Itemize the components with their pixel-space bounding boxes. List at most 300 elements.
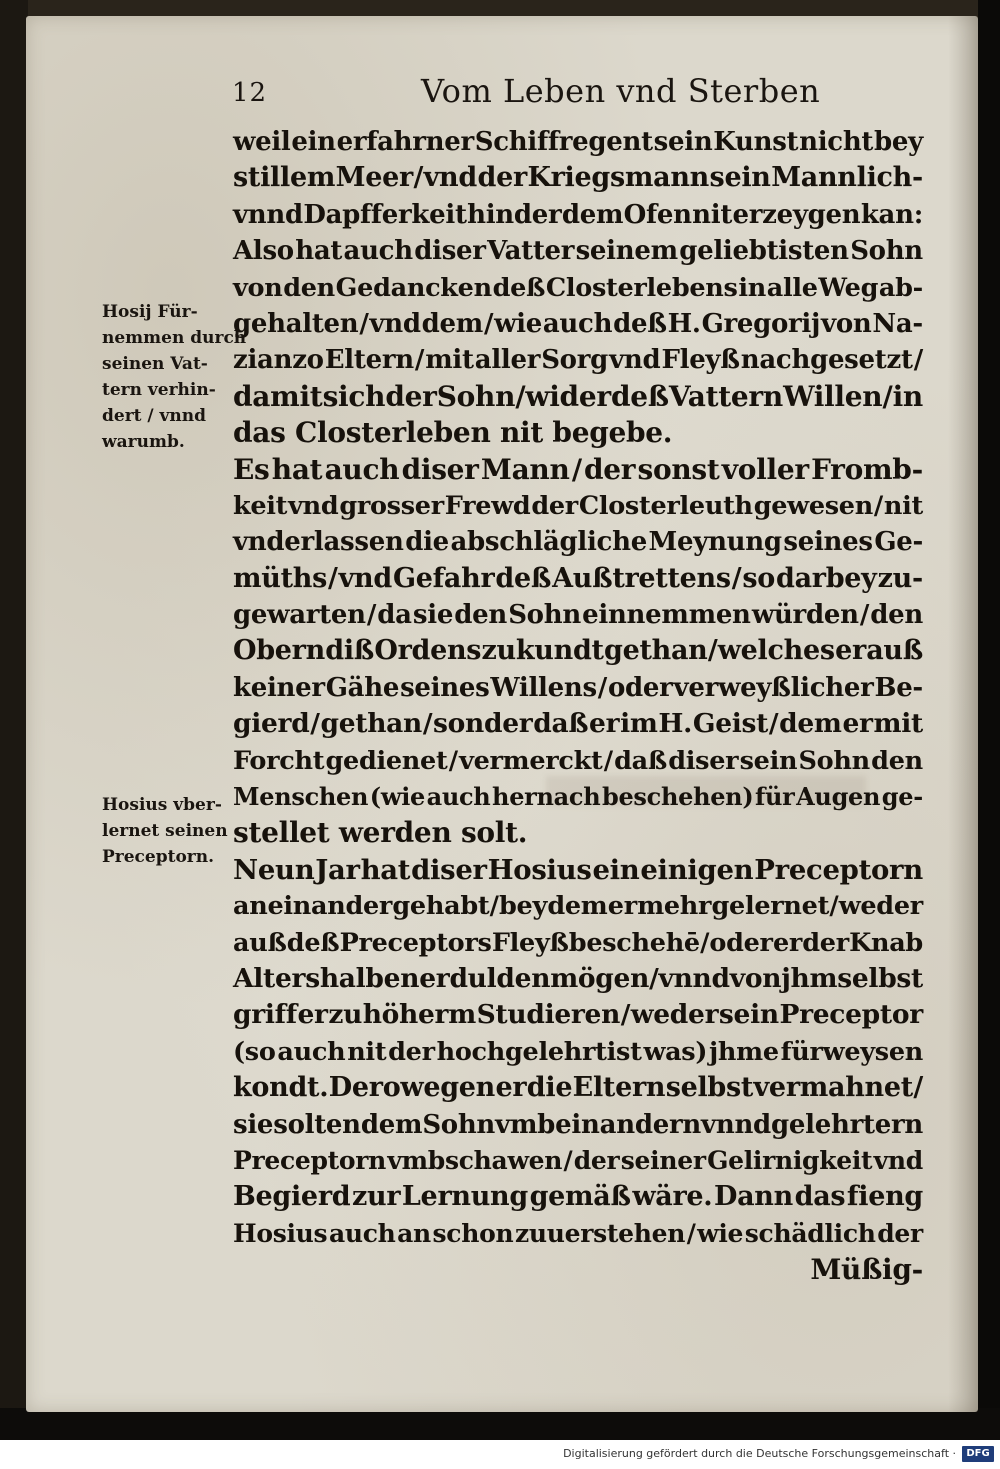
word: / [649, 962, 659, 994]
word: schädlich [744, 1218, 876, 1248]
word: Kriegsmann [527, 162, 709, 194]
word: wider [525, 379, 611, 413]
word: gelehrtern [771, 1109, 923, 1140]
word: für [754, 782, 795, 812]
word: hat [295, 236, 343, 267]
word: er [495, 1072, 527, 1104]
text-line [233, 706, 923, 742]
margin-note-line: tern verhin- [102, 380, 216, 400]
word: bey [873, 127, 923, 157]
word: Vattern [668, 379, 783, 413]
word: Außtrettens [552, 562, 731, 594]
word: Gedancken [335, 272, 492, 303]
word: deß [613, 308, 667, 339]
word: sonder [433, 708, 533, 740]
word: Obern [233, 635, 325, 667]
word: seines [400, 672, 490, 703]
word: gemäß [529, 1181, 631, 1213]
word: Be- [874, 672, 923, 703]
word: der [584, 452, 636, 486]
text-line [233, 160, 923, 196]
text-line [233, 1179, 923, 1215]
word: weder [838, 891, 923, 922]
word: der [573, 1145, 620, 1175]
word: / [597, 672, 607, 703]
word: vnd [338, 562, 392, 594]
word: an [397, 1218, 431, 1248]
word: voller [721, 452, 809, 486]
word: Gähe [325, 672, 400, 703]
word: ein [555, 1109, 600, 1140]
word: mögen [550, 962, 650, 994]
word: deß [286, 927, 340, 958]
text-line [233, 124, 923, 160]
word: ein [291, 127, 336, 157]
word: deß [492, 272, 546, 303]
word: den [283, 272, 335, 303]
text-line [233, 197, 923, 233]
word: auch [277, 1036, 346, 1067]
word: vnnd [233, 199, 303, 230]
word: Closterlebens [545, 272, 738, 303]
word: nit [692, 199, 733, 230]
word: Also [233, 236, 294, 267]
word: Schiffregent [474, 127, 653, 157]
word: ab- [878, 272, 923, 303]
word: sie [233, 1109, 274, 1140]
word: (so [233, 1036, 276, 1067]
word: diser [414, 236, 486, 267]
word: Augen [796, 782, 881, 812]
text-line [233, 1107, 923, 1143]
word: kondt. [233, 1072, 329, 1104]
word: Sohn [422, 1109, 496, 1140]
word: zu [328, 999, 363, 1031]
page-gutter-shadow [948, 16, 978, 1412]
word: weil [233, 127, 291, 157]
text-line [233, 743, 923, 779]
word: / [829, 891, 839, 922]
word: Gelirnigkeit [707, 1145, 873, 1175]
word: damit [233, 379, 323, 413]
word: mit [873, 708, 923, 740]
text-line [233, 524, 923, 560]
word: Begierd [233, 1181, 351, 1213]
margin-note-line: nemmen durch [102, 328, 247, 348]
word: vnnd [701, 1109, 771, 1140]
word: einnemmen [582, 600, 751, 631]
word: Derowegen [328, 1072, 496, 1104]
word: diser [401, 452, 479, 486]
word: / [882, 379, 893, 413]
margin-note-line: seinen Vat- [102, 354, 208, 374]
word: / [913, 345, 923, 376]
word: vnnd [658, 962, 730, 994]
word: / [359, 308, 369, 339]
word: / [422, 708, 433, 740]
word: er [842, 708, 873, 740]
word: diser [411, 853, 487, 886]
word: gethan [604, 635, 708, 667]
word: Menschen [233, 782, 369, 812]
word: / [489, 891, 499, 922]
word: er [835, 635, 866, 667]
word: Es [233, 452, 270, 486]
word: halben [319, 962, 420, 994]
word: andern [599, 1109, 701, 1140]
text-line [233, 379, 923, 415]
word: gethan [320, 708, 423, 740]
dfg-logo: DFG [962, 1446, 994, 1462]
word: / [603, 745, 613, 776]
word: Preceptorn [233, 1145, 387, 1175]
word: zianzo [233, 345, 324, 376]
word: er [772, 927, 803, 958]
word: er [607, 891, 637, 922]
word: beschehē [568, 927, 700, 958]
word: dem [421, 308, 484, 339]
word: selbst [837, 962, 923, 994]
word: / [707, 635, 718, 667]
word: Fleyß [661, 345, 740, 376]
word: diser [668, 745, 739, 776]
text-line [233, 597, 923, 633]
word: vnd [873, 1145, 923, 1175]
text-line [233, 233, 923, 269]
text-line [233, 1143, 923, 1179]
margin-note-line: Hosij Für- [102, 302, 198, 322]
text-line: stellet werden solt. [233, 816, 528, 850]
word: abschlägliche [450, 527, 647, 558]
word: sein [739, 745, 798, 776]
word: beschehen) [601, 782, 754, 812]
word: Closterleuth [578, 490, 753, 521]
text-line [233, 306, 923, 342]
running-head: Vom Leben vnd Sterben [421, 72, 821, 110]
word: Sohn [436, 379, 516, 413]
word: Vatter [487, 236, 575, 267]
scan-border-bottom [0, 1408, 1000, 1440]
margin-note-2 [102, 792, 242, 870]
margin-note-line: Hosius vber- [102, 795, 222, 815]
text-line [233, 670, 923, 706]
word: dem [561, 199, 624, 230]
word: / [515, 379, 526, 413]
word: Ge- [874, 527, 923, 558]
digitization-credit-bar [0, 1440, 1000, 1469]
word: zuuerstehen [514, 1218, 686, 1248]
word: gehabt [392, 891, 490, 922]
word: hochgelehrtist [436, 1036, 642, 1067]
page-number: 12 [232, 78, 268, 108]
word: einigen [640, 853, 754, 886]
word: auß [233, 927, 287, 958]
word: jhm [781, 962, 838, 994]
word: deß [610, 379, 669, 413]
word: vmbschawen [387, 1145, 563, 1175]
word: im [620, 708, 658, 740]
word: den [454, 600, 508, 631]
word: auch [426, 782, 491, 812]
word: wie [697, 1218, 744, 1248]
word: / [768, 708, 779, 740]
word: da [377, 600, 412, 631]
word: Sorg [541, 345, 608, 376]
word: fürweysen [780, 1036, 923, 1067]
text-line [233, 852, 923, 888]
word: nit [883, 490, 923, 521]
word: Knab [849, 927, 923, 958]
word: Na- [872, 308, 923, 339]
word: solten [273, 1109, 361, 1140]
word: sie [412, 600, 454, 631]
word: sein [718, 999, 779, 1031]
word: Forcht [233, 745, 325, 776]
word: bey [499, 891, 547, 922]
word: vmb [495, 1109, 556, 1140]
word: / [483, 308, 494, 339]
word: Gregorij [701, 308, 821, 339]
word: von [821, 308, 872, 339]
word: er [297, 999, 328, 1031]
margin-note-line: lernet seinen [102, 821, 228, 841]
word: Weg [818, 272, 879, 303]
word: zu- [877, 562, 923, 594]
word: müths [233, 562, 328, 594]
word: Fleyß [491, 927, 569, 958]
word: / [859, 600, 870, 631]
word: / [913, 1072, 923, 1104]
word: erfahrner [336, 127, 474, 157]
word: (wie [369, 782, 425, 812]
text-line: Müßig- [810, 1253, 923, 1287]
word: aller [474, 345, 541, 376]
word: nit [347, 1036, 387, 1067]
margin-note-line: dert / vnnd [102, 406, 207, 426]
word: gewesen [753, 490, 873, 521]
word: auch [324, 452, 400, 486]
margin-note-1 [102, 299, 247, 455]
word: aneinander [233, 891, 393, 922]
word: / [563, 1145, 573, 1175]
word: wie [494, 308, 542, 339]
word: Preceptors [339, 927, 492, 958]
word: Dann [714, 1181, 793, 1213]
word: der [802, 927, 849, 958]
word: / [448, 745, 458, 776]
word: / [414, 345, 425, 376]
word: Sohn [798, 745, 870, 776]
word: nachgesetzt [740, 345, 913, 376]
word: seiner [620, 1145, 706, 1175]
word: griff [233, 999, 297, 1031]
word: Eltern [324, 345, 414, 376]
word: deß [495, 562, 552, 594]
word: hernach [492, 782, 601, 812]
word: Willen [783, 379, 883, 413]
word: / [571, 452, 582, 486]
word: schon [432, 1218, 514, 1248]
word: wäre. [632, 1181, 713, 1213]
word: sein [709, 162, 771, 194]
word: vnd [369, 308, 421, 339]
text-line [233, 997, 923, 1033]
text-line [233, 1070, 923, 1106]
word: dem [360, 1109, 423, 1140]
word: Frewd [444, 490, 531, 521]
word: was) [643, 1036, 708, 1067]
word: vermerckt [459, 745, 603, 776]
word: mit [425, 345, 474, 376]
text-line [233, 488, 923, 524]
word: / [310, 708, 320, 740]
word: sein [653, 127, 713, 157]
word: verweyßlicher [673, 672, 874, 703]
word: Sohn [850, 236, 923, 267]
word: diß [325, 635, 375, 667]
word: Fromb- [811, 452, 923, 486]
word: Ordens [374, 635, 482, 667]
scan-border-left [0, 0, 28, 1440]
word: der [385, 379, 437, 413]
word: Ofen [623, 199, 692, 230]
margin-note-line: Preceptorn. [102, 847, 215, 867]
word: die [405, 527, 449, 558]
word: Willens [490, 672, 597, 703]
word: in [892, 379, 923, 413]
word: Kunst [713, 127, 799, 157]
word: erzeygen [732, 199, 861, 230]
word: würden [751, 600, 859, 631]
word: den [871, 745, 923, 776]
word: hat [360, 853, 411, 886]
word: auch [542, 308, 613, 339]
word: der [531, 490, 578, 521]
word: Jar [315, 853, 360, 886]
word: Geist [692, 708, 769, 740]
text-line [233, 961, 923, 997]
body-text [233, 124, 923, 1289]
text-line [233, 452, 923, 488]
word: selbst [665, 1072, 754, 1104]
scan-border-right [978, 0, 1000, 1440]
word: dem [547, 891, 608, 922]
word: auß [866, 635, 923, 667]
text-line [233, 925, 923, 961]
word: Mann [480, 452, 570, 486]
word: sonst [637, 452, 720, 486]
word: Preceptorn [754, 853, 923, 886]
word: ge- [881, 782, 923, 812]
word: weder [630, 999, 719, 1031]
word: daß [533, 708, 589, 740]
word: oder [607, 672, 673, 703]
word: stillem [233, 162, 336, 194]
word: / [366, 600, 377, 631]
word: Dapfferkeit [303, 199, 467, 230]
word: Studieren [476, 999, 621, 1031]
word: gehalten [233, 308, 359, 339]
word: / [873, 490, 883, 521]
word: Alters [233, 962, 320, 994]
word: alle [766, 272, 818, 303]
word: nicht [799, 127, 874, 157]
word: der [388, 1036, 435, 1067]
word: den [870, 600, 923, 631]
text-line [233, 561, 923, 597]
word: oder [709, 927, 773, 958]
word: seines [783, 527, 873, 558]
word: H. [658, 708, 693, 740]
word: fieng [846, 1181, 923, 1213]
word: mehr [637, 891, 712, 922]
word: Hosius [487, 853, 592, 886]
margin-note-line: warumb. [102, 432, 185, 452]
word: vermahnet [753, 1072, 913, 1104]
word: jhme [709, 1036, 779, 1067]
word: dem [779, 708, 842, 740]
text-line [233, 1034, 923, 1070]
text-line [233, 342, 923, 378]
word: Meynung [648, 527, 782, 558]
word: vnderlassen [233, 527, 404, 558]
word: daß [614, 745, 667, 776]
word: zur [351, 1181, 401, 1213]
word: zukundt [481, 635, 604, 667]
word: welches [717, 635, 835, 667]
page-header [26, 16, 978, 110]
word: das [794, 1181, 846, 1213]
word: / [686, 1218, 696, 1248]
word: / [328, 562, 338, 594]
word: hinder [467, 199, 562, 230]
text-line: das Closterleben nit begebe. [233, 416, 673, 450]
word: Preceptor [779, 999, 923, 1031]
word: die [526, 1072, 573, 1104]
word: H. [667, 308, 701, 339]
text-line [233, 270, 923, 306]
word: höherm [362, 999, 476, 1031]
text-line [233, 779, 923, 815]
word: seinem [575, 236, 678, 267]
word: gewarten [233, 600, 366, 631]
word: hat [271, 452, 323, 486]
word: Mannlich- [771, 162, 923, 194]
word: vnd [609, 345, 661, 376]
word: gelernet [711, 891, 830, 922]
word: Neun [233, 853, 315, 886]
funding-credit: Digitalisierung gefördert durch die Deutsche Forschungsgemeinschaft · [563, 1447, 956, 1460]
word: vnd [288, 490, 339, 521]
word: kan: [860, 199, 923, 230]
word: der [477, 162, 527, 194]
word: erdulden [419, 962, 551, 994]
word: Lernung [401, 1181, 528, 1213]
word: keit [233, 490, 288, 521]
text-line [233, 888, 923, 924]
word: / [413, 162, 424, 194]
word: / [731, 562, 742, 594]
word: Sohn [508, 600, 581, 631]
word: Gefahr [392, 562, 495, 594]
word: vnd [423, 162, 477, 194]
word: / [700, 927, 710, 958]
text-line [233, 633, 923, 669]
word: gierd [233, 708, 310, 740]
book-page [26, 16, 978, 1412]
word: in [738, 272, 766, 303]
word: auch [328, 1218, 396, 1248]
